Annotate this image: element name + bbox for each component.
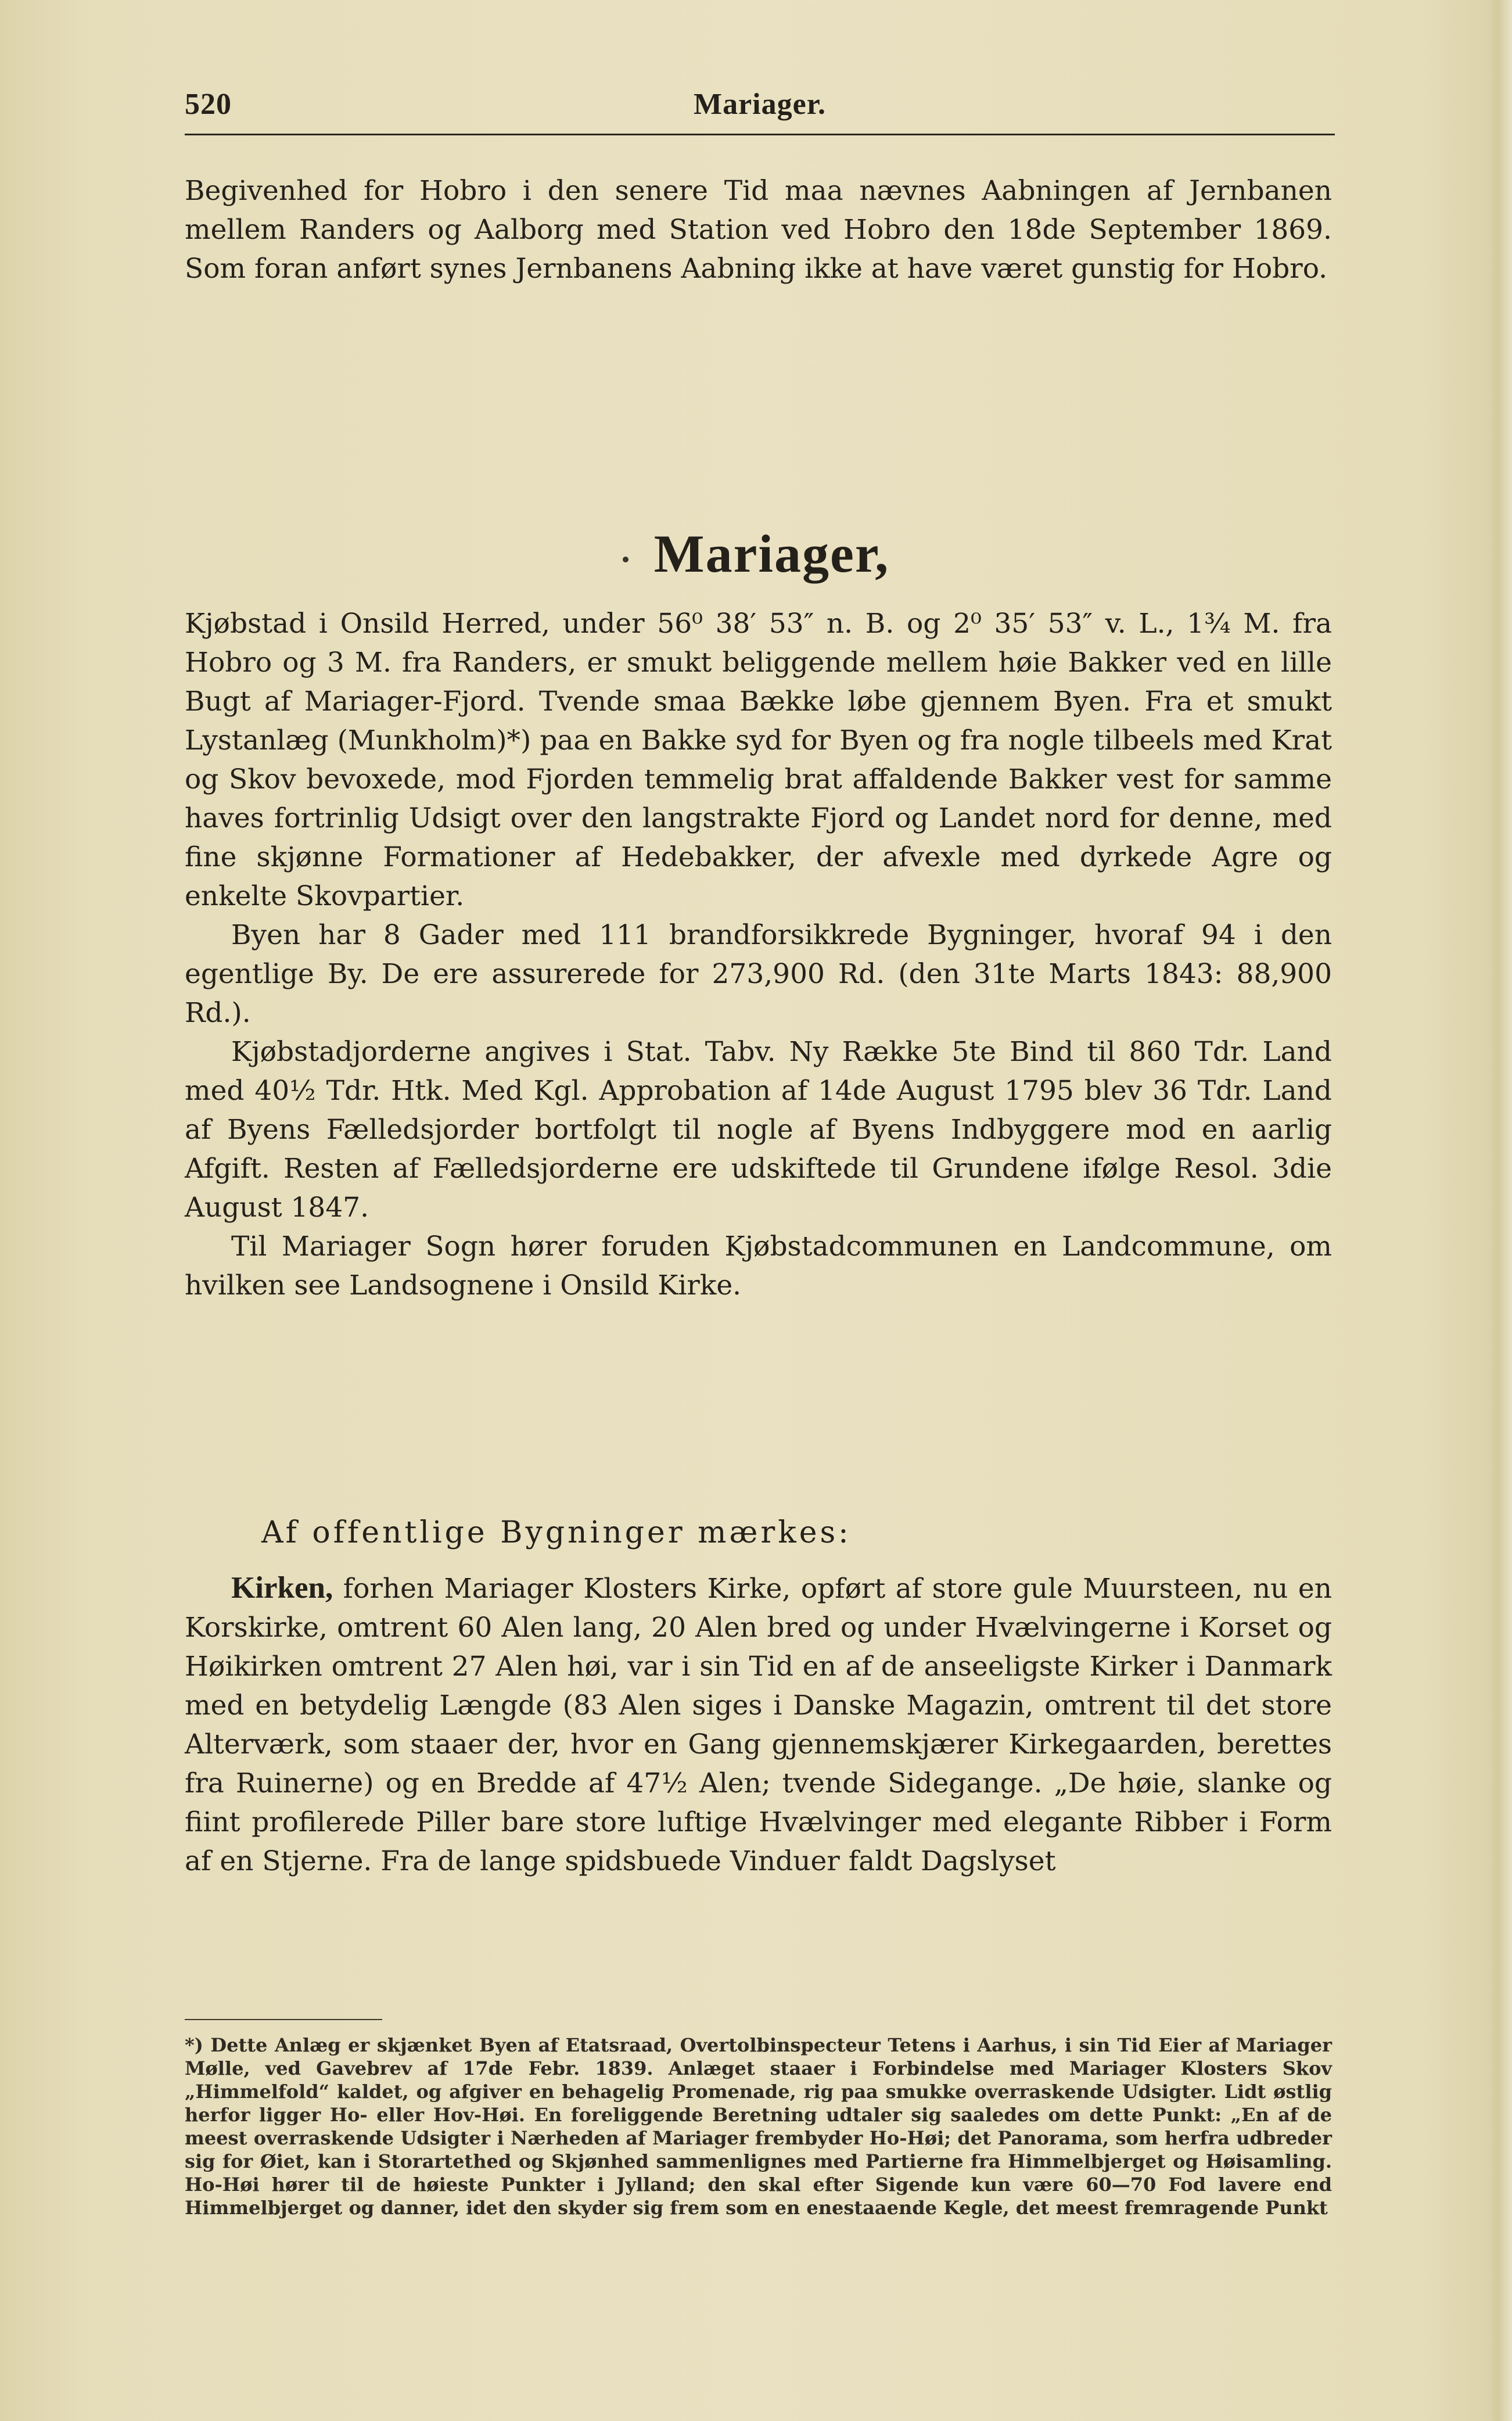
paragraph-lands: Kjøbstadjorderne angives i Stat. Tabv. Ny Række 5te Bind til 860 Tdr. Land med 40½ Tdr. Htk. Med Kgl. Approbation af 14de August 1795 blev 36 Tdr. Land af Byens Fælledsjorder bortfolgt til nogle af Byens Indbyggere mod en aarlig Afgift. Resten af Fælledsjorderne ere udskiftede til Grundene ifølge Resol. 3die August 1847.: [185, 1036, 1332, 1224]
article-title: [0, 523, 1512, 584]
running-head: Mariager.: [694, 88, 826, 121]
footnote-rule: [185, 2019, 382, 2020]
article-body: [185, 604, 1332, 1305]
paragraph-parish: Til Mariager Sogn hører foruden Kjøbstadcommunen en Landcommune, om hvilken see Landsognene i Onsild Kirke.: [185, 1231, 1332, 1301]
kirken-section: [185, 1569, 1332, 1881]
page-header: [185, 87, 1335, 135]
intro-text: Begivenhed for Hobro i den senere Tid maa nævnes Aabningen af Jernbanen mellem Randers og Aalborg med Station ved Hobro den 18de September 1869. Som foran anført synes Jernbanens Aabning ikke at have været gunstig for Hobro.: [185, 175, 1332, 285]
bullet-dot-icon: [623, 557, 628, 562]
paragraph-location: Kjøbstad i Onsild Herred, under 56⁰ 38′ 53″ n. B. og 2⁰ 35′ 53″ v. L., 1¾ M. fra Hobro og 3 M. fra Randers, er smukt beliggende mellem høie Bakker ved en lille Bugt af Mariager-Fjord. Tvende smaa Bække løbe gjennem Byen. Fra et smukt Lystanlæg (Munkholm)*) paa en Bakke syd for Byen og fra nogle tilbeels med Krat og Skov bevoxede, mod Fjorden temmelig brat affaldende Bakker vest for samme haves fortrinlig Udsigt over den langstrakte Fjord og Landet nord for denne, med fine skjønne Formationer af Hedebakker, der afvexle med dyrkede Agre og enkelte Skovpartier.: [185, 608, 1332, 912]
article-title-text: Mariager,: [653, 524, 890, 583]
intro-paragraph: [185, 171, 1332, 288]
kirken-lead: Kirken,: [231, 1571, 333, 1605]
page-edge: [1489, 0, 1512, 2421]
kirken-text: forhen Mariager Klosters Kirke, opført af store gule Muursteen, nu en Korskirke, omtrent 60 Alen lang, 20 Alen bred og under Hvælvingerne i Korset og Høikirken omtrent 27 Alen høi, var i sin Tid en af de anseeligste Kirker i Danmark med en betydelig Længde (83 Alen siges i Danske Magazin, omtrent til det store Alterværk, som staaer der, hvor en Gang gjennemskjærer Kirkegaarden, berettes fra Ruinerne) og en Bredde af 47½ Alen; tvende Sidegange. „De høie, slanke og fiint profilerede Piller bare store luftige Hvælvinger med elegante Ribber i Form af en Stjerne. Fra de lange spidsbuede Vinduer faldt Dagslyset: [185, 1573, 1332, 1877]
page-number: 520: [185, 88, 232, 121]
subheading-public-buildings: Af offentlige Bygninger mærkes:: [261, 1515, 852, 1550]
footnote: *) Dette Anlæg er skjænket Byen af Etatsraad, Overtolbinspecteur Tetens i Aarhus, i sin Tid Eier af Mariager Mølle, ved Gavebrev af 17de Febr. 1839. Anlæget staaer i Forbindelse med Mariager Klosters Skov „Himmelfold“ kaldet, og afgiver en behagelig Promenade, rig paa smukke overraskende Udsigter. Lidt østlig herfor ligger Ho- eller Hov-Høi. En foreliggende Beretning udtaler sig saaledes om dette Punkt: „En af de meest overraskende Udsigter i Nærheden af Mariager frembyder Ho-Høi; det Panorama, som herfra udbreder sig for Øiet, kan i Storartethed og Skjønhed sammenlignes med Partierne fra Himmelbjerget og Høisamling. Ho-Høi hører til de høieste Punkter i Jylland; den skal efter Sigende kun være 60—70 Fod lavere end Himmelbjerget og danner, idet den skyder sig frem som en enestaaende Kegle, det meest fremragende Punkt: [185, 2034, 1332, 2219]
paragraph-buildings: Byen har 8 Gader med 111 brandforsikkrede Bygninger, hvoraf 94 i den egentlige By. De ere assurerede for 273,900 Rd. (den 31te Marts 1843: 88,900 Rd.).: [185, 919, 1332, 1029]
